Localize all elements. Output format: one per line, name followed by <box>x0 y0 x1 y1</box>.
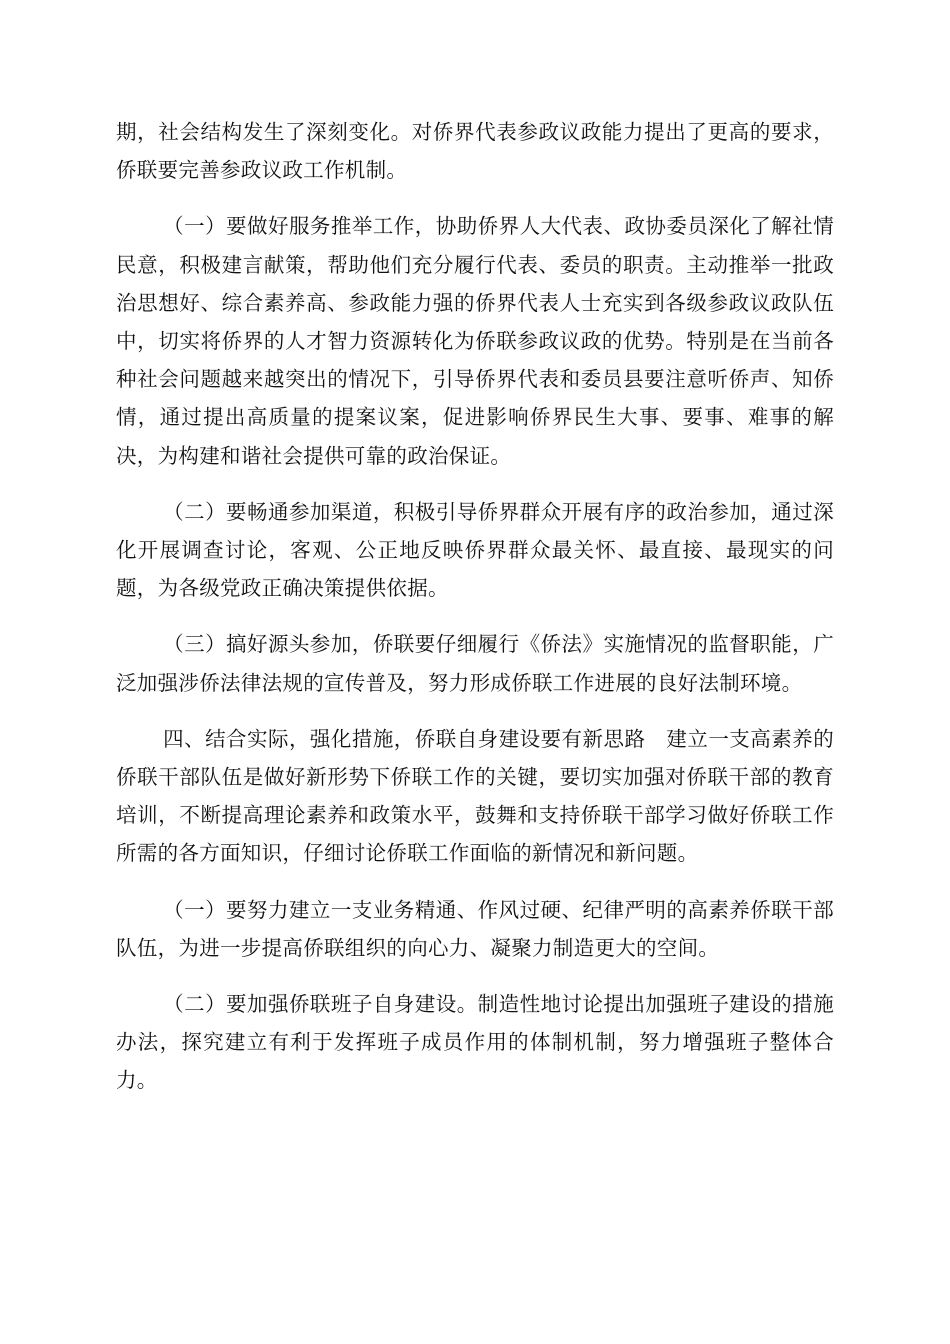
paragraph-service-recommendation: （一）要做好服务推举工作，协助侨界人大代表、政协委员深化了解社情民意，积极建言献策，帮助他们充分履行代表、委员的职责。主动推举一批政治思想好、综合素养高、参政能力强的侨界代表人士充实到各级参政议政队伍中，切实将侨界的人才智力资源转化为侨联参政议政的优势。特别是在当前各种社会问题越来越突出的情况下，引导侨界代表和委员县要注意听侨声、知侨情，通过提出高质量的提案议案，促进影响侨界民生大事、要事、难事的解决，为构建和谐社会提供可靠的政治保证。 <box>116 214 834 468</box>
paragraph-continuation: 期，社会结构发生了深刻变化。对侨界代表参政议政能力提出了更高的要求，侨联要完善参政议政工作机制。 <box>116 120 834 183</box>
paragraph-participation-channels: （二）要畅通参加渠道，积极引导侨界群众开展有序的政治参加，通过深化开展调查讨论，客观、公正地反映侨界群众最关怀、最直接、最现实的问题，为各级党政正确决策提供依据。 <box>116 499 834 601</box>
paragraph-cadre-team: （一）要努力建立一支业务精通、作风过硬、纪律严明的高素养侨联干部队伍，为进一步提高侨联组织的向心力、凝聚力制造更大的空间。 <box>116 897 834 960</box>
paragraph-source-participation: （三）搞好源头参加，侨联要仔细履行《侨法》实施情况的监督职能，广泛加强涉侨法律法规的宣传普及，努力形成侨联工作进展的良好法制环境。 <box>116 632 834 695</box>
paragraph-section-four: 四、结合实际，强化措施，侨联自身建设要有新思路 建立一支高素养的侨联干部队伍是做好新形势下侨联工作的关键，要切实加强对侨联干部的教育培训，不断提高理论素养和政策水平，鼓舞和支持侨联干部学习做好侨联工作所需的各方面知识，仔细讨论侨联工作面临的新情况和新问题。 <box>116 726 834 866</box>
paragraph-leadership-building: （二）要加强侨联班子自身建设。制造性地讨论提出加强班子建设的措施办法，探究建立有利于发挥班子成员作用的体制机制，努力增强班子整体合力。 <box>116 992 834 1093</box>
document-body <box>116 113 834 1118</box>
